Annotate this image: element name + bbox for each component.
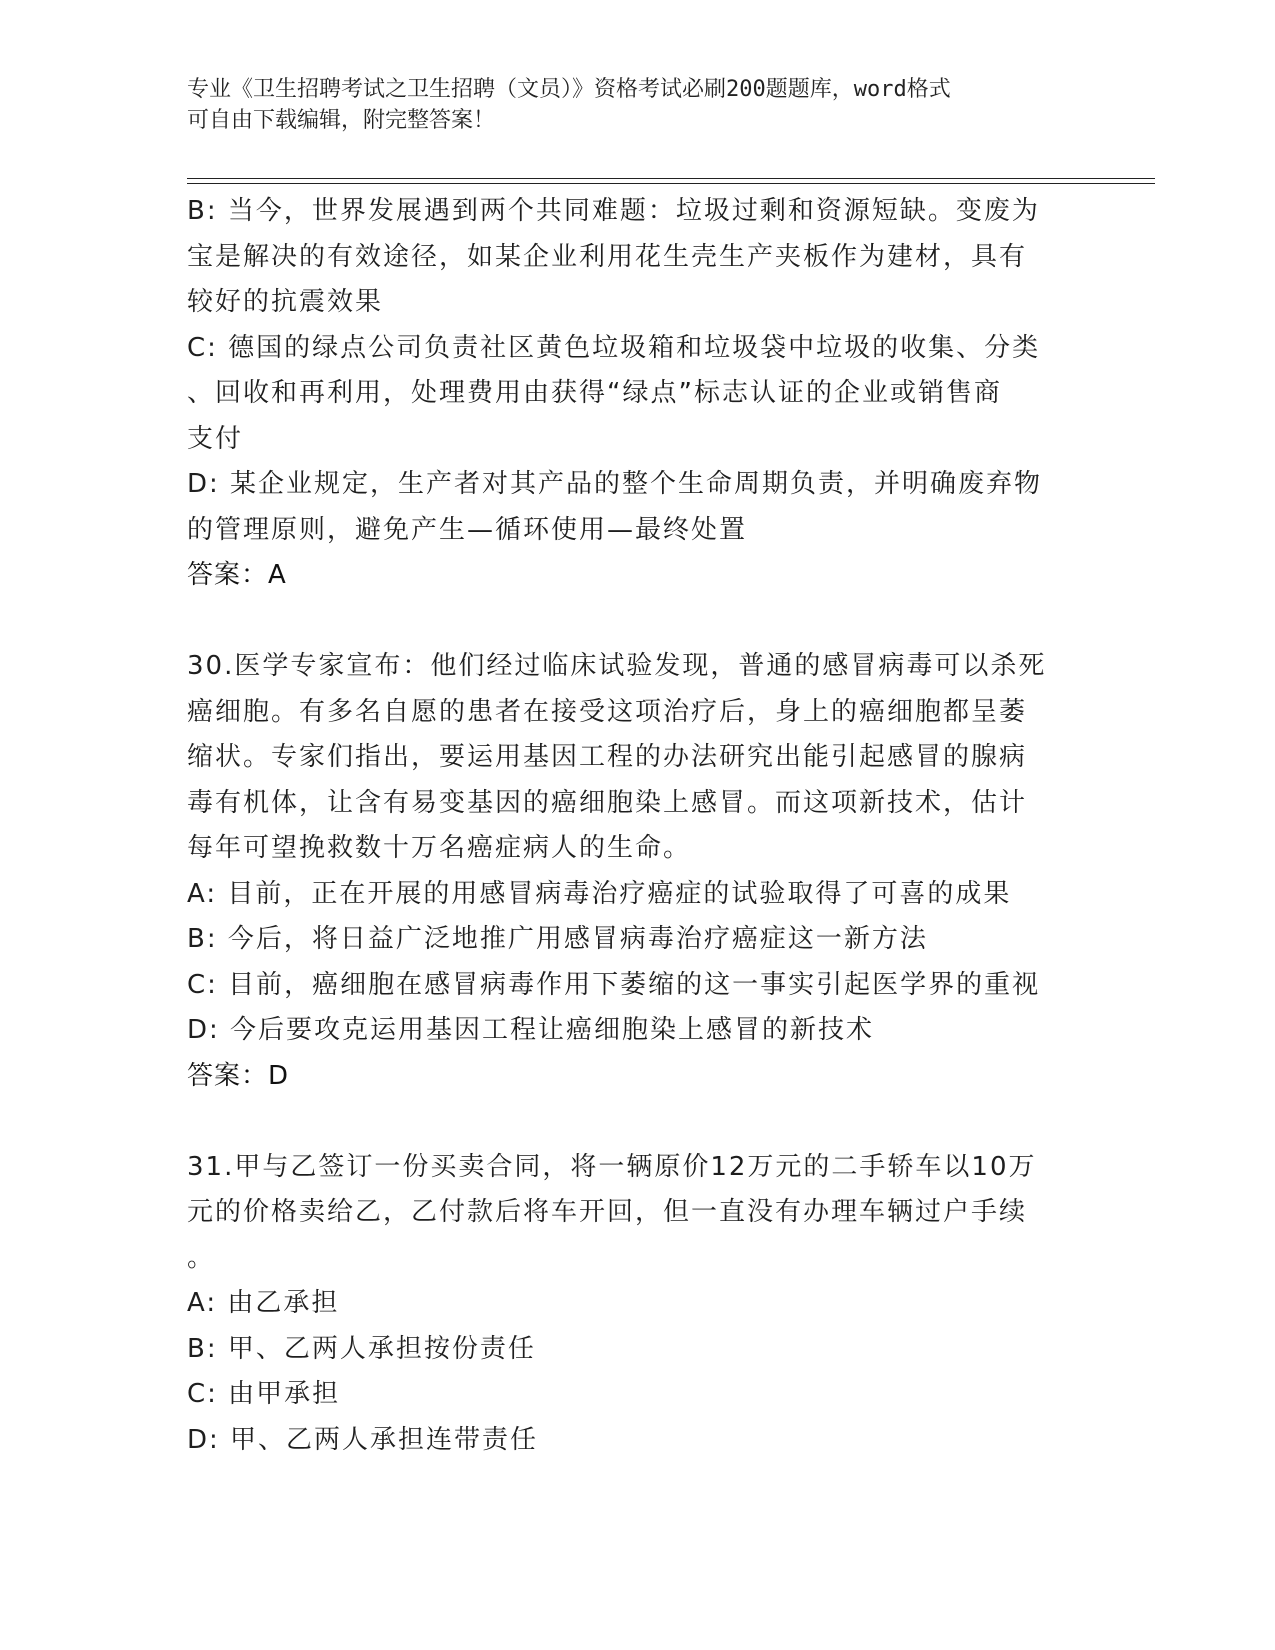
document-header bbox=[187, 74, 1067, 136]
q31-stem-line-1: 31.甲与乙签订一份买卖合同，将一辆原价12万元的二手轿车以10万 bbox=[187, 1151, 1037, 1182]
question-content bbox=[187, 189, 1087, 1463]
q30-stem-line-5: 每年可望挽救数十万名癌症病人的生命。 bbox=[187, 833, 692, 863]
header-divider-top bbox=[187, 178, 1155, 179]
q29-option-c-line-3: 支付 bbox=[187, 423, 244, 454]
q30-stem-line-3: 缩状。专家们指出，要运用基因工程的办法研究出能引起感冒的腺病 bbox=[187, 742, 1028, 772]
q29-option-b-line-1: B: 当今，世界发展遇到两个共同难题：垃圾过剩和资源短缺。变废为 bbox=[187, 196, 1040, 226]
header-line-2: 可自由下载编辑，附完整答案！ bbox=[187, 108, 496, 133]
q30-option-d: D: 今后要攻克运用基因工程让癌细胞染上感冒的新技术 bbox=[187, 1015, 875, 1045]
q31-option-d: D: 甲、乙两人承担连带责任 bbox=[187, 1424, 539, 1455]
q29-answer: 答案：A bbox=[187, 560, 287, 590]
q30-option-c: C: 目前，癌细胞在感冒病毒作用下萎缩的这一事实引起医学界的重视 bbox=[187, 969, 1041, 1000]
q29-option-d-line-1: D: 某企业规定，生产者对其产品的整个生命周期负责，并明确废弃物 bbox=[187, 469, 1043, 499]
question-29-block bbox=[187, 189, 1087, 599]
q31-option-a: A: 由乙承担 bbox=[187, 1288, 340, 1318]
question-31-block bbox=[187, 1145, 1087, 1464]
q29-option-b-line-2: 宝是解决的有效途径，如某企业利用花生壳生产夹板作为建材，具有 bbox=[187, 241, 1028, 272]
q29-option-c-line-2: 、回收和再利用，处理费用由获得“绿点”标志认证的企业或销售商 bbox=[187, 378, 1002, 408]
q30-option-a: A: 目前，正在开展的用感冒病毒治疗癌症的试验取得了可喜的成果 bbox=[187, 878, 1012, 909]
header-divider-bottom bbox=[187, 183, 1155, 184]
q31-stem-line-3: 。 bbox=[187, 1242, 216, 1273]
spacer bbox=[187, 599, 1087, 645]
q31-option-b: B: 甲、乙两人承担按份责任 bbox=[187, 1333, 536, 1364]
q29-option-b-line-3: 较好的抗震效果 bbox=[187, 287, 384, 317]
q30-stem-line-2: 癌细胞。有多名自愿的患者在接受这项治疗后，身上的癌细胞都呈萎 bbox=[187, 696, 1028, 727]
q30-answer: 答案：D bbox=[187, 1060, 290, 1091]
question-30-block bbox=[187, 644, 1087, 1099]
q30-stem-line-1: 30.医学专家宣布：他们经过临床试验发现，普通的感冒病毒可以杀死 bbox=[187, 651, 1047, 681]
header-line-1: 专业《卫生招聘考试之卫生招聘（文员）》资格考试必刷200题题库，word格式 bbox=[187, 77, 951, 102]
q31-option-c: C: 由甲承担 bbox=[187, 1379, 341, 1409]
q30-option-b: B: 今后，将日益广泛地推广用感冒病毒治疗癌症这一新方法 bbox=[187, 924, 928, 954]
q30-stem-line-4: 毒有机体，让含有易变基因的癌细胞染上感冒。而这项新技术，估计 bbox=[187, 787, 1028, 818]
q31-stem-line-2: 元的价格卖给乙，乙付款后将车开回，但一直没有办理车辆过户手续 bbox=[187, 1197, 1028, 1227]
q29-option-c-line-1: C: 德国的绿点公司负责社区黄色垃圾箱和垃圾袋中垃圾的收集、分类 bbox=[187, 332, 1041, 363]
q29-option-d-line-2: 的管理原则，避免产生—循环使用—最终处置 bbox=[187, 514, 748, 545]
spacer bbox=[187, 1099, 1087, 1145]
